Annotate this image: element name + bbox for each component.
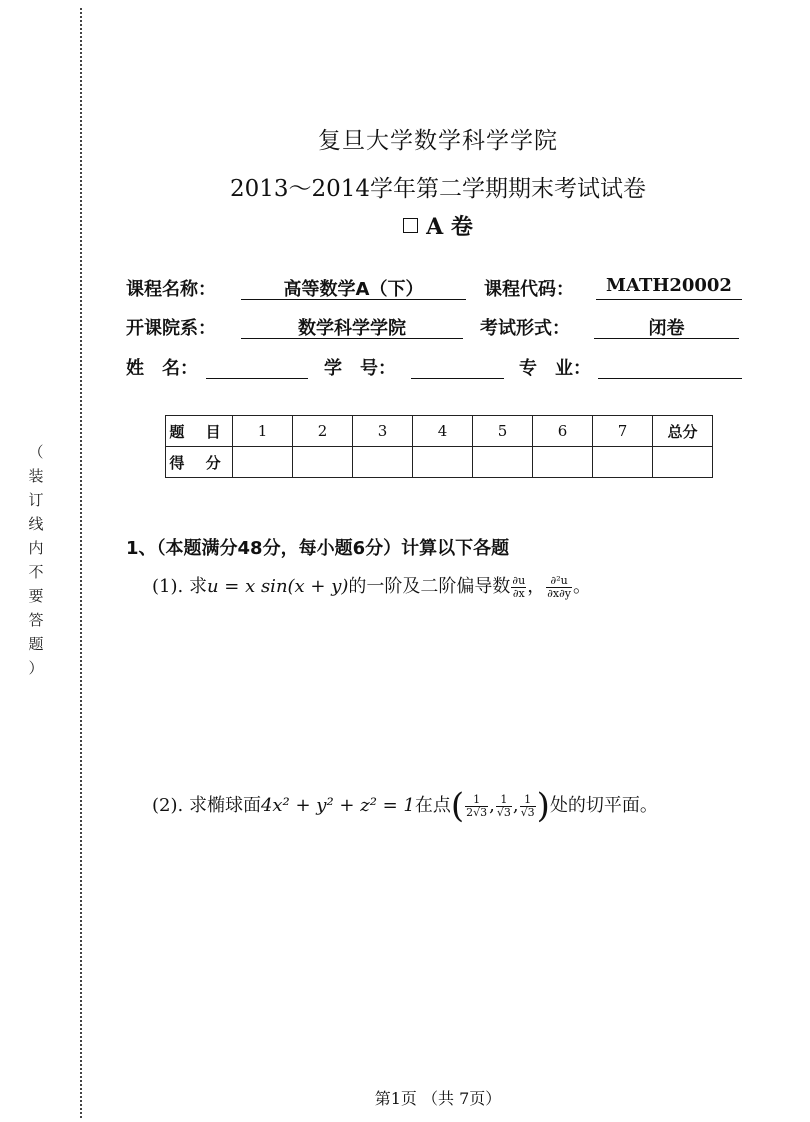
binding-note-char: 题 [28,635,44,653]
question-row-header: 题 目 [166,416,233,447]
score-table [165,415,713,478]
page-footer: 第1页 （共 7页） [374,1089,502,1108]
department-label: 开课院系： [126,318,216,339]
question-number: 6 [533,416,593,447]
problem-1-formula: u = x sin(x + y) [206,576,349,597]
problem-2-prefix: (2). 求椭球面 [152,795,261,816]
score-cell[interactable] [293,447,353,478]
score-table-question-row [166,416,713,447]
paper-type [0,210,810,241]
score-cell[interactable] [413,447,473,478]
binding-note-char: 装 [28,467,44,485]
fraction-denominator: 2√3 [466,805,488,819]
fraction-denominator: ∂x [512,586,525,600]
binding-note-char: 要 [28,587,44,605]
binding-note-char: ） [28,659,44,677]
problem-1-end: 。 [573,576,591,597]
score-cell[interactable] [353,447,413,478]
partial-derivative-fraction [511,575,526,600]
question-number: 7 [593,416,653,447]
question-number: 3 [353,416,413,447]
binding-note-char: 答 [28,611,44,629]
fraction-numerator: ∂u [512,573,526,587]
major-label: 专 业： [519,358,591,379]
question-number: 5 [473,416,533,447]
binding-note-char: 不 [28,563,44,581]
right-paren-icon: ) [536,786,550,826]
score-cell[interactable] [473,447,533,478]
binding-note-char: 线 [28,515,44,533]
fraction-numerator: 1 [520,794,536,807]
fraction-numerator: 1 [465,794,488,807]
course-name-label: 课程名称： [126,279,216,300]
total-score-cell[interactable] [653,447,713,478]
exam-term-title: 2013～2014学年第二学期期末考试试卷 [229,176,647,202]
problem-2-end: 处的切平面。 [549,795,658,816]
exam-form-field[interactable]: 闭卷 [594,314,739,339]
student-id-field[interactable] [411,354,504,379]
major-field[interactable] [598,354,742,379]
score-row-header: 得 分 [166,447,233,478]
question-number: 1 [233,416,293,447]
fraction-numerator: 1 [496,794,512,807]
problem-2-mid: 在点 [414,795,451,816]
student-name-label: 姓 名： [126,358,198,379]
student-name-field[interactable] [206,354,308,379]
fraction-numerator: ∂²u [546,575,572,588]
question-number: 4 [413,416,473,447]
binding-note-char: 订 [28,491,44,509]
course-code-label: 课程代码： [484,279,574,300]
fraction-denominator: √3 [520,805,535,819]
score-cell[interactable] [233,447,293,478]
binding-note-char: （ [28,443,44,461]
problem-1-text: 的一阶及二阶偏导数 [348,576,511,597]
score-cell[interactable] [533,447,593,478]
paper-type-label: A 卷 [426,214,473,240]
department-field[interactable]: 数学科学学院 [241,314,463,339]
fraction-denominator: ∂x∂y [547,586,571,600]
score-cell[interactable] [593,447,653,478]
exam-form-label: 考试形式： [480,318,570,339]
student-id-label: 学 号： [324,358,396,379]
course-code-field[interactable]: MATH20002 [596,275,742,300]
course-name-field[interactable]: 高等数学A（下） [241,275,466,300]
problem-1 [152,572,591,600]
fraction-denominator: √3 [496,805,511,819]
school-title: 复旦大学数学科学学院 [318,128,558,154]
problem-2: (2). 求椭球面4x² + y² + z² = 1在点( $\frac{1}{2√3}$ , $\frac{1}{√3}$ , $\frac{1}{√3}$ )处的切平面。 [152,786,658,826]
problem-2-formula: 4x² + y² + z² = 1 [260,795,415,816]
point-coordinate-z [520,794,536,819]
section-1-heading: 1、（本题满分48分，每小题6分）计算以下各题 [126,538,510,559]
left-paren-icon: ( [450,786,465,826]
problem-1-prefix: (1). 求 [152,576,207,597]
paper-type-checkbox[interactable] [403,218,418,233]
point-coordinate-x [465,794,488,819]
problem-1-separator: ， [527,576,546,597]
point-coordinate-y [496,794,512,819]
question-number: 2 [293,416,353,447]
mixed-partial-fraction [546,575,572,600]
binding-note [22,440,50,680]
score-table-score-row [166,447,713,478]
binding-note-char: 内 [28,539,44,557]
total-header: 总分 [653,416,713,447]
